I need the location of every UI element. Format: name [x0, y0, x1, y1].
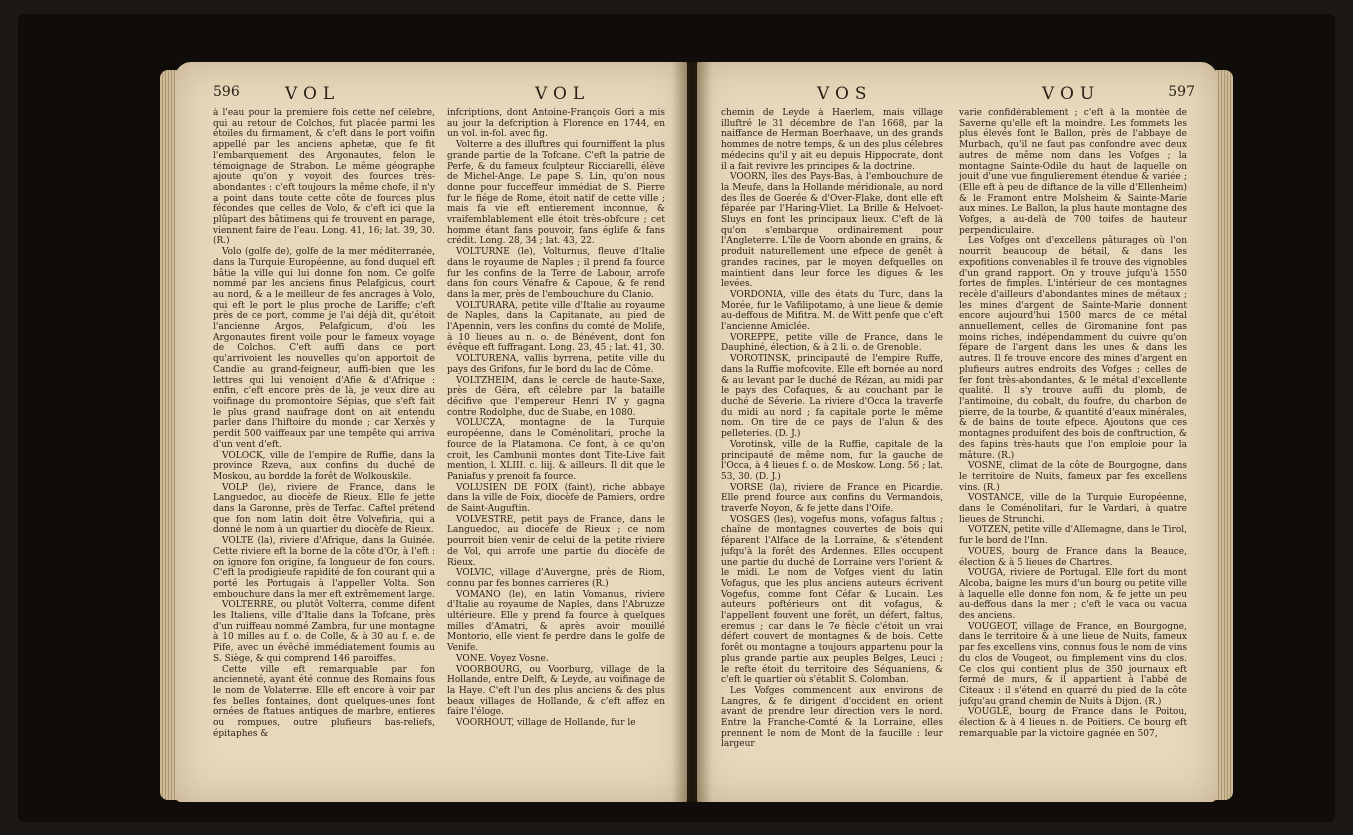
page-number-left: 596 — [213, 84, 240, 100]
entry-paragraph: VOLOCK, ville de l'empire de Ruffie, dans la province Rzeva, aux confins du duché de Moskou, au bordde la forêt de Wolkouskile. — [213, 450, 435, 482]
running-header-right-col2: VOU — [1042, 84, 1101, 104]
entry-paragraph: Volo (golfe de), golfe de la mer méditerranée, dans la Turquie Européenne, au fond duquel eft bâtie la ville qui lui donne fon nom. Ce golfe nommé par les anciens finus Pelafgicus, court au nord, & a le meilleur de fes ancrages à Volo, qui eft le port le plus proche de Lariffe; c'eft près de ce port, comme je l'ai déjà dit, qu'étoit l'ancienne Argos, Pelafgicum, d'où les Argonautes firent voile pour le fameux voyage de Colchos. C'eft auffi dans ce port qu'arrivoient les nouvelles qu'on apportoit de Candie au grand-feigneur, auffi-bien que les lettres qui lui venoient d'Afie & d'Afrique : enfin, c'eft encore près de là, je veux dire au voifinage du promontoire Sépias, que s'eft fait le plus grand naufrage dont on ait entendu parler dans l'hiftoire du monde ; car Xerxès y perdit 500 vaiffeaux par une tempête qui arriva d'un vent d'eft. — [213, 247, 435, 450]
entry-paragraph: VONE. Voyez Vosne. — [456, 653, 549, 664]
entry-paragraph: VOLVIC, village d'Auvergne, près de Riom, connu par fes bonnes carrieres (R.) — [447, 568, 665, 589]
entry-paragraph: VOLTZHEIM, dans le cercle de haute-Saxe, près de Géra, eft célebre par la bataille décifive que l'empereur Henri IV y gagna contre Rodolphe, duc de Suabe, en 1080. — [447, 375, 665, 418]
entry-paragraph: VOUGA, riviere de Portugal. Elle fort du mont Alcoba, baigne les murs d'un bourg ou petite ville à laquelle elle donne fon nom, & fe jette un peu au-deffous dans la mer ; c'eft le vaca ou vacua des anciens. — [959, 568, 1187, 622]
entry-paragraph: VOUES, bourg de France dans la Beauce, élection & à 5 lieues de Chartres. — [959, 546, 1187, 568]
entry-paragraph: à l'eau pour la premiere fois cette nef célebre, qui au retour de Colchos, fut placée parmi les étoiles du firmament, & c'eft dans le port voifin appellé par les anciens aphetæ, que fe fit l'embarquement des Argonautes, felon le témoignage de Strabon. Le même géographe ajoute qu'on y voyoit des fources très-abondantes : c'eft toujours la même chofe, il n'y a point dans toute cette côte de fources plus fécondes que celles de Volo, & c'eft ici que la plûpart des bâtimens qui fe trouvent en parage, viennent faire de l'eau. Long. 41, 16; lat. 39, 30. (R.) — [213, 108, 435, 247]
entry-paragraph: Les Vofges ont d'excellens pâturages où l'on nourrit beaucoup de bétail, & dans les expofitions convenables il fe trouve des vignobles d'un grand rapport. On y trouve jufqu'à 1550 fortes de fimples. L'intérieur de ces montagnes recèle d'ailleurs d'abondantes mines de métaux ; les mines d'argent de Sainte-Marie donnent encore aujourd'hui 1500 marcs de ce métal annuellement, celles de Giromanine font pas moins riches, indépendamment du cuivre qu'on fépare de l'argent dans les unes & dans les autres. Il fe trouve encore des mines d'argent en plufieurs autres endroits des Vofges ; celles de fer font très-abondantes, & le métal d'excellente qualité. Il s'y trouve auffi du plomb, de l'antimoine, du cobalt, du foufre, du charbon de pierre, de la tourbe, & quantité d'eaux minérales, & de bains de toute efpece. Ajoutons que ces montagnes produifent des bois de conftruction, & des fapins très-hauts que l'on emploie pour la mâture. (R.) — [959, 236, 1187, 461]
running-header-left-col2: VOL — [535, 84, 591, 104]
entry-paragraph: VOREPPE, petite ville de France, dans le Dauphiné, élection, & à 2 li. o. de Grenoble. — [721, 332, 943, 354]
entry-paragraph: VOROTINSK, principauté de l'empire Ruffe, dans la Ruffie mofcovite. Elle eft bornée au nord & au levant par le duché de Rézan, au midi par le pays des Cofaques, & au couchant par le duché de Séverie. La riviere d'Occa la traverfe du midi au nord ; fa capitale porte le même nom. On tire de ce pays de l'alun & des pelleteries. (D. J.) — [721, 354, 943, 440]
right-page — [697, 62, 1217, 802]
entry-paragraph: VOUGEOT, village de France, en Bourgogne, dans le territoire & à une lieue de Nuits, fameux par fes excellens vins, connus fous le nom de vins du clos de Vougeot, ou fimplement vins du clos. Ce clos qui contient plus de 350 journaux eft fermé de murs, & il appartient à l'abbé de Citeaux : il s'étend en quarré du pied de la côte jufqu'au grand chemin de Nuits à Dijon. (R.) — [959, 621, 1187, 707]
entry-paragraph: VOORHOUT, village de Hollande, fur le — [456, 718, 636, 729]
entry-paragraph: Volterre a des illuftres qui fourniffent la plus grande partie de la Tofcane. C'eft la patrie de Perfe, & du fameux fculpteur Ricciarelli, élève de Michel-Ange. Le pape S. Lin, qu'on nous donne pour fucceffeur immédiat de S. Pierre fur le fiége de Rome, étoit natif de cette ville ; mais fa vie eft entierement inconnue, & vraifemblablement elle étoit très-obfcure ; cet homme étant fans pouvoir, fans églife & fans crédit. Long. 28, 34 ; lat. 43, 22. — [447, 140, 665, 247]
entry-paragraph: infcriptions, dont Antoine-François Gori a mis au jour la defcription à Florence en 1744, en un vol. in-fol. avec fig. — [447, 108, 665, 140]
running-header-right-col1: VOS — [817, 84, 873, 104]
entry-paragraph: VOLTURNE (le), Volturnus, fleuve d'Italie dans le royaume de Naples ; il prend fa fource fur les confins de la Terre de Labour, arrofe dans fon cours Vénafre & Capoue, & fe rend dans la mer, près de l'embouchure du Clanio. — [447, 247, 665, 300]
entry-paragraph: VOLTE (la), riviere d'Afrique, dans la Guinée. Cette riviere eft la borne de la côte d'Or, à l'eft : on ignore fon origine, fa longueur de fon cours. C'eft la prodigieufe rapidité de fon courant qui a porté les Portugais à l'appeller Volta. Son embouchure dans la mer eft extrêmement large. — [213, 536, 435, 600]
running-header-left-col1: VOL — [285, 84, 341, 104]
left-page-column-2 — [447, 108, 665, 796]
left-page — [175, 62, 687, 802]
entry-paragraph: VOSGES (les), vogefus mons, vofagus faltus ; chaîne de montagnes couvertes de bois qui féparent l'Alface de la Lorraine, & s'étendent jufqu'à la forêt des Ardennes. Elles occupent une partie du duché de Lorraine vers l'orient & le midi. Le nom de Vofges vient du latin Vofagus, que les plus anciens auteurs écrivent Vogefus, comme font Céfar & Lucain. Les auteurs poftérieurs ont dit vofagus, & l'appellent fouvent une forêt, un défert, faltus, eremus ; car dans le 7e fiècle c'étoit un vrai défert couvert de montagnes & de bois. Cette forêt ou montagne a toujours appartenu pour la plus grande partie aux peuples Belges, Leuci ; le refte étoit du territoire des Séquaniens, & c'eft le quartier où s'établit S. Colomban. — [721, 514, 943, 686]
entry-paragraph: VOLUCZA, montagne de la Turquie européenne, dans le Coménolitari, proche la fource de la Platamona. Ce font, à ce qu'on croit, les Cambunii montes dont Tite-Live fait mention, l. XLIII. c. liij. & ailleurs. Il dit que le Paniafus y prenoit fa fource. — [447, 418, 665, 482]
right-page-edges — [1215, 70, 1233, 800]
entry-paragraph: Vorotinsk, ville de la Ruffie, capitale de la principauté de même nom, fur la gauche de l'Occa, à 4 lieues f. o. de Moskow. Long. 56 ; lat. 53, 30. (D. J.) — [721, 439, 943, 482]
entry-paragraph: varie confidérablement ; c'eft à la montée de Saverne qu'elle eft la moindre. Les fommets les plus élevés font le Ballon, près de l'abbaye de Murbach, qu'il ne faut pas confondre avec deux autres de même nom dans les Vofges ; la montagne Sainte-Odile du haut de laquelle on jouit d'une vue fingulierement étendue & variée ; (Elle eft à peu de diftance de la ville d'Ellenheim) & le Framont entre Molsheim & Sainte-Marie aux mines. Le Ballon, la plus haute montagne des Vofges, a au-delà de 700 toifes de hauteur perpendiculaire. — [959, 108, 1187, 236]
entry-paragraph: VOLTURENA, vallis byrrena, petite ville du pays des Grifons, fur le bord du lac de Côme. — [447, 354, 665, 375]
right-page-column-1 — [721, 108, 943, 796]
entry-paragraph: Cette ville eft remarquable par fon ancienneté, ayant été connue des Romains fous le nom de Volaterræ. Elle eft encore à voir par fes belles fontaines, dont quelques-unes font ornées de ftatues antiques de marbre, entieres ou rompues, outre plufieurs bas-reliefs, épitaphes & — [213, 664, 435, 739]
entry-paragraph: VORSE (la), riviere de France en Picardie. Elle prend fource aux confins du Vermandois, traverfe Noyon, & fe jette dans l'Oife. — [721, 482, 943, 515]
entry-paragraph: VOORN, îles des Pays-Bas, à l'embouchure de la Meufe, dans la Hollande méridionale, au nord des îles de Goerée & d'Over-Flake, dont elle eft féparée par l'Haring-Vliet. La Brille & Helvoet-Sluys en font les principaux lieux. C'eft de là qu'on s'embarque ordinairement pour l'Angleterre. L'île de Voorn abonde en grains, & produit naturellement une efpece de genêt à grandes racines, par le moyen defquelles on maintient dans leur force les digues & les levées. — [721, 172, 943, 290]
entry-paragraph: VOLTERRE, ou plutôt Volterra, comme difent les Italiens, ville d'Italie dans la Tofcane, près d'un ruiffeau nommé Zambra, fur une montagne à 10 milles au f. o. de Colle, & à 30 au f. e. de Pife, avec un évêché immédiatement foumis au S. Siège, & qui comprend 146 paroiffes. — [213, 600, 435, 664]
entry-paragraph: VOMANO (le), en latin Vomanus, riviere d'Italie au royaume de Naples, dans l'Abruzze ultérieure. Elle y prend fa fource à quelques milles d'Amatri, & après avoir mouillé Montorio, elle vient fe perdre dans le golfe de Venife. — [447, 589, 665, 654]
entry-paragraph: VOTZEN, petite ville d'Allemagne, dans le Tirol, fur le bord de l'Inn. — [959, 525, 1187, 547]
entry-paragraph: VORDONIA, ville des états du Turc, dans la Morée, fur le Vafilipotamo, à une lieue & demie au-deffous de Mifitra. M. de Witt penfe que c'eft l'ancienne Amiclée. — [721, 289, 943, 333]
entry-paragraph: VOSNE, climat de la côte de Bourgogne, dans le territoire de Nuits, fameux par fes excellens vins. (R.) — [959, 461, 1187, 493]
entry-paragraph: VOORBOURG, ou Voorburg, village de la Hollande, entre Delft, & Leyde, au voifinage de la Haye. C'eft l'un des plus anciens & des plus beaux villages de Hollande, & c'eft affez en faire l'éloge. — [447, 664, 665, 718]
entry-paragraph: VOLUSIEN DE FOIX (faint), riche abbaye dans la ville de Foix, diocèfe de Pamiers, ordre de Saint-Auguftin. — [447, 482, 665, 515]
entry-paragraph: VOLP (le), riviere de France, dans le Languedoc, au diocèfe de Rieux. Elle fe jette dans la Garonne, près de Terfac. Caftel prétend que fon nom latin doit être Volvefiria, qui a donné le nom à un quartier du diocèfe de Rieux. — [213, 482, 435, 536]
entry-paragraph: VOLTURARA, petite ville d'Italie au royaume de Naples, dans la Capitanate, au pied de l'Apennin, vers les confins du comté de Molife, à 10 lieues au n. o. de Bénévent, dont fon évêque eft fuffragant. Long. 23, 45 ; lat. 41, 30. — [447, 300, 665, 354]
entry-paragraph: chemin de Leyde à Haerlem, mais village illuftré le 31 décembre de l'an 1668, par la naiffance de Herman Boerhaave, un des grands hommes de notre temps, & un des plus célebres médecins qu'il y ait eu depuis Hippocrate, dont il a fait revivre les principes & la doctrine. — [721, 108, 943, 172]
entry-paragraph: Les Vofges commencent aux environs de Langres, & fe dirigent d'occident en orient avant de prendre leur direction vers le nord. Entre la Franche-Comté & la Lorraine, elles prennent le nom de Mont de la faucille : leur largeur — [721, 685, 943, 750]
entry-paragraph: VOUGLÉ, bourg de France dans le Poitou, élection & à 4 lieues n. de Poitiers. Ce bourg eft remarquable par la victoire gagnée en 507, — [959, 707, 1187, 739]
left-page-column-1 — [213, 108, 435, 796]
page-number-right: 597 — [1168, 84, 1195, 100]
entry-paragraph: VOLVESTRE, petit pays de France, dans le Languedoc, au diocèfe de Rieux ; ce nom pourroit bien venir de celui de la petite riviere de Vol, qui arrofe une partie du diocèfe de Rieux. — [447, 514, 665, 568]
entry-paragraph: VOSTANCE, ville de la Turquie Européenne, dans le Coménolitari, fur le Vardari, à quatre lieues de Strunchi. — [959, 493, 1187, 525]
right-page-column-2 — [959, 108, 1187, 796]
